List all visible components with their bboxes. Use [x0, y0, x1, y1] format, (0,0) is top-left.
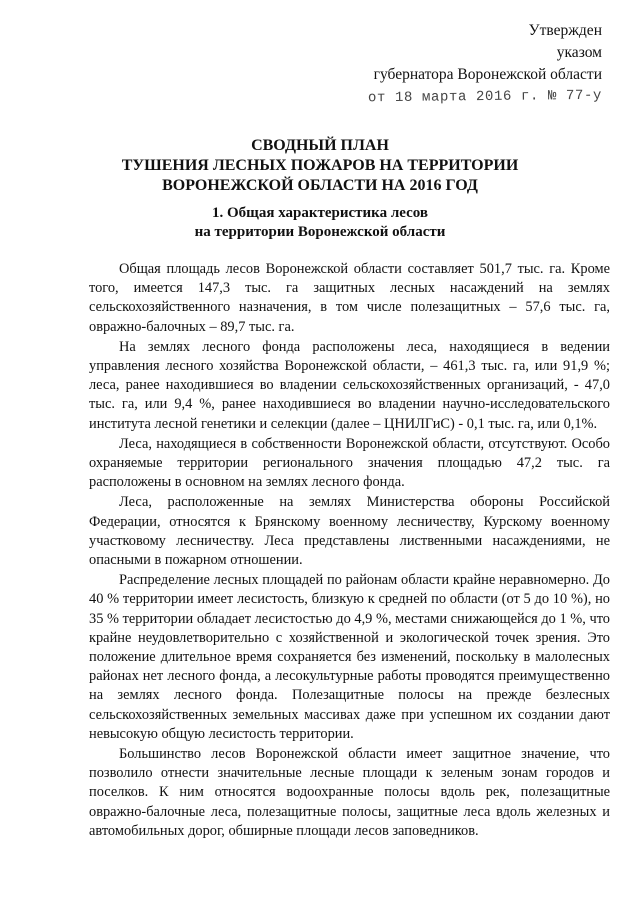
section-heading-line-2: на территории Воронежской области	[194, 224, 446, 240]
paragraph: Большинство лесов Воронежской области имеет защитное значение, что позволило отнести значительные лесные площади к зеленым зонам городов и поселков. К ним относятся водоохранные полосы вдоль рек, полезащитные овражно-балочные леса, полезащитные полосы, защитные леса вдоль железных и автомобильных дорог, обширные площади лесов заповедников.	[89, 746, 610, 839]
document-title	[0, 136, 640, 196]
paragraph: Леса, находящиеся в собственности Воронежской области, отсутствуют. Особо охраняемые территории регионального значения площадью 47,2 тыс. га расположены в основном на землях лесного фонда.	[89, 435, 610, 491]
approval-line-approved: Утвержден	[528, 22, 602, 39]
paragraph: На землях лесного фонда расположены леса, находящиеся в ведении управления лесного хозяйства Воронежской области, – 461,3 тыс. га, или 91,9 %; леса, ранее находившиеся во владении сельскохозяйственных организаций, - 47,0 тыс. га, или 9,4 %, ранее находившиеся во владении научно-исследовательского института лесной генетики и селекции (далее – ЦНИЛГиС) - 0,1 тыс. га, или 0,1%.	[89, 338, 610, 432]
paragraph: Общая площадь лесов Воронежской области составляет 501,7 тыс. га. Кроме того, имеется 147,3 тыс. га защитных лесных насаждений на землях сельскохозяйственного назначения, в том числе полезащитных – 57,6 тыс. га, овражно-балочных – 89,7 тыс. га.	[89, 261, 610, 335]
paragraph: Распределение лесных площадей по районам области крайне неравномерно. До 40 % территории имеет лесистость, близкую к средней по области (от 5 до 10 %), но 35 % территории обладает лесистостью до 4,9 %, местами снижающейся до 1 %, что крайне неудовлетворительно с хозяйственной и экологической точек зрения. Это положение длительное время сохраняется без изменений, поскольку в малолесных районах нет лесного фонда, а лесокультурные работы проводятся преимущественно на землях лесного фонда. Полезащитные полосы на прежде безлесных сельскохозяйственных земельных массивах даже при успешном их создании дают невысокую общую лесистость территории.	[89, 572, 610, 742]
decree-date-stamp: от 18 марта 2016 г. № 77-у	[367, 87, 603, 107]
title-line-2: ТУШЕНИЯ ЛЕСНЫХ ПОЖАРОВ НА ТЕРРИТОРИИ	[121, 157, 519, 174]
title-line-1: СВОДНЫЙ ПЛАН	[251, 137, 389, 154]
document-body	[89, 260, 610, 842]
approval-line-governor: губернатора Воронежской области	[373, 66, 602, 83]
title-line-3: ВОРОНЕЖСКОЙ ОБЛАСТИ НА 2016 ГОД	[162, 177, 478, 194]
paragraph: Леса, расположенные на землях Министерства обороны Российской Федерации, относятся к Брянскому военному лесничеству, Курскому военному участковому лесничеству. Леса представлены лиственными насаждениями, не опасными в пожарном отношении.	[89, 494, 610, 569]
approval-block	[368, 20, 602, 108]
approval-line-decree: указом	[556, 44, 602, 61]
section-heading-line-1: 1. Общая характеристика лесов	[212, 205, 428, 221]
section-heading	[0, 204, 640, 242]
